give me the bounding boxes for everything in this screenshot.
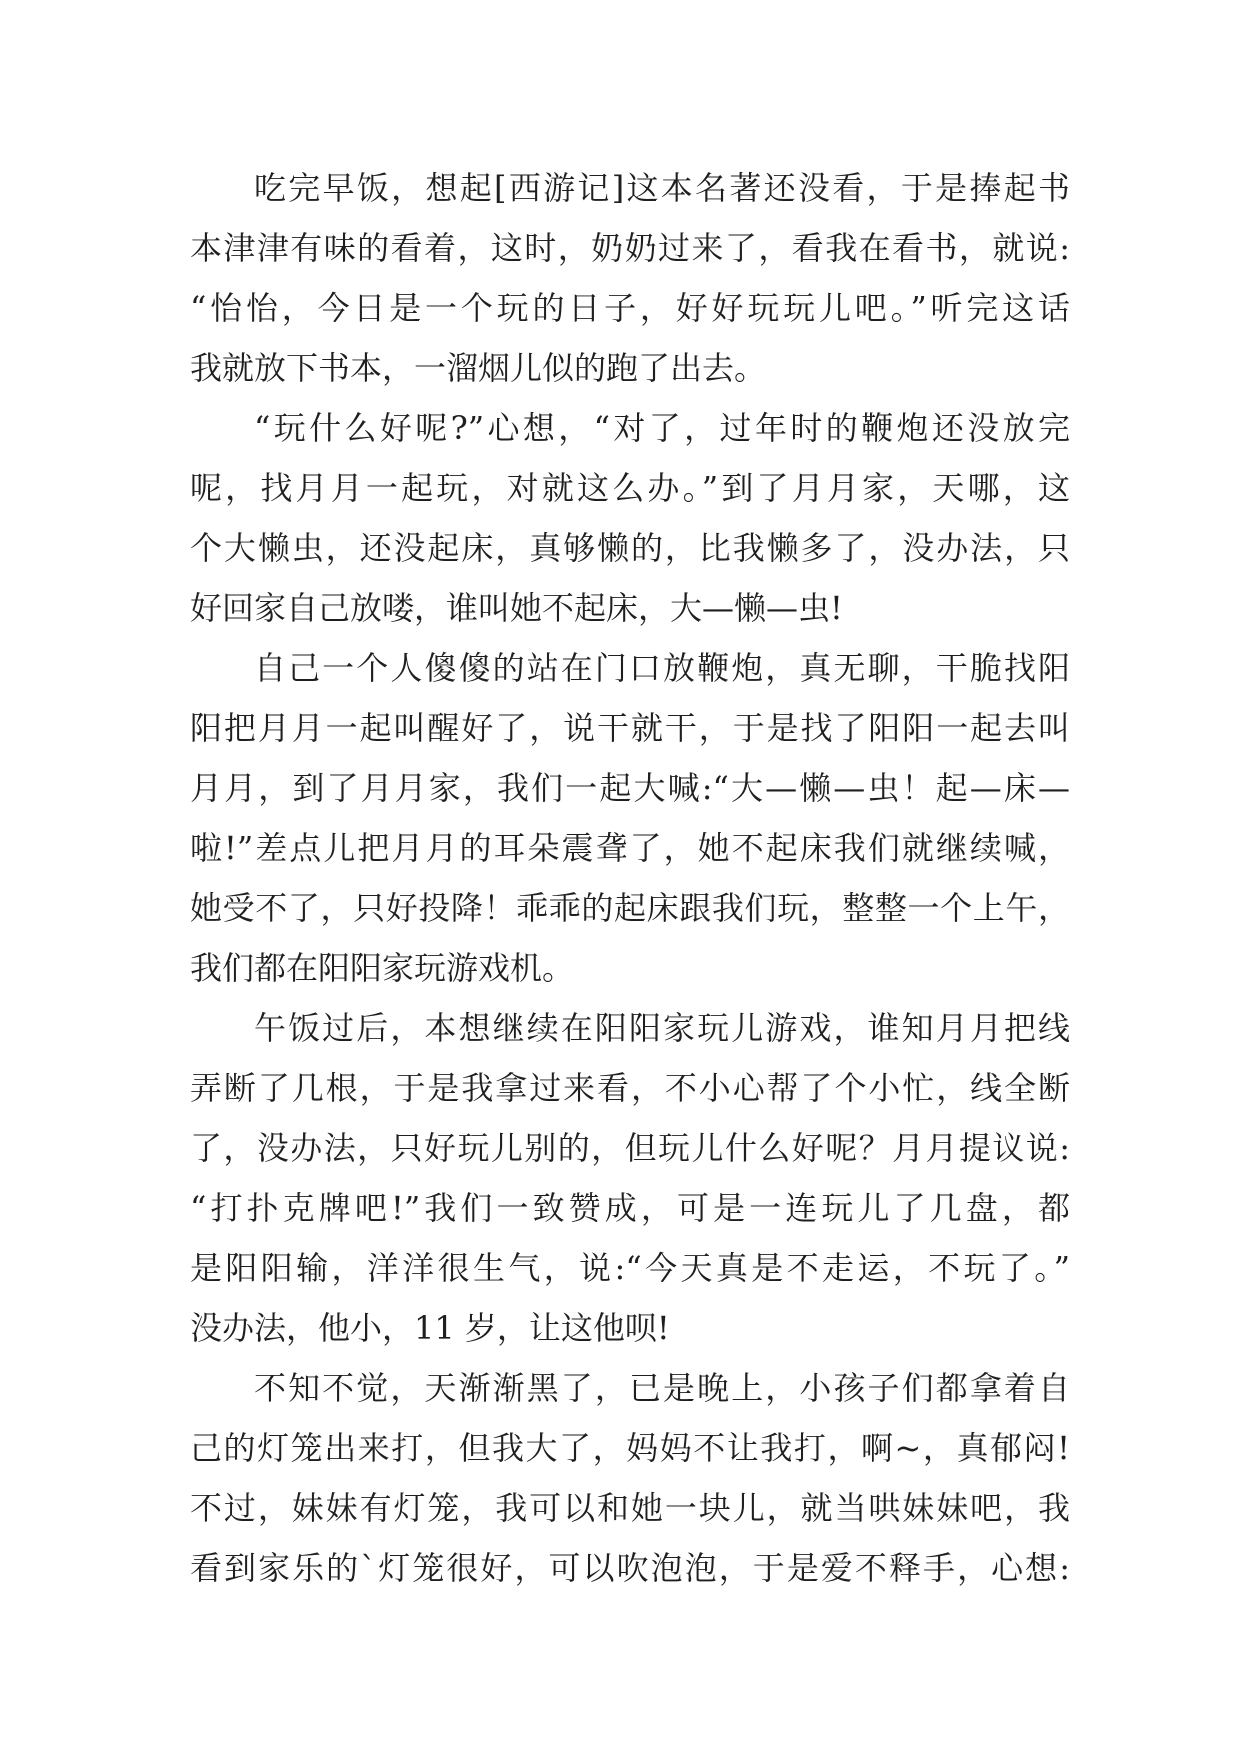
text-line: 月月，到了月月家，我们一起大喊:“大—懒—虫！起—床— [190,769,1070,807]
text-line: 啦!”差点儿把月月的耳朵震聋了，她不起床我们就继续喊， [190,829,1070,867]
text-line: “玩什么好呢?”心想，“对了，过年时的鞭炮还没放完 [254,409,1070,447]
text-line: 不过，妹妹有灯笼，我可以和她一块儿，就当哄妹妹吧，我 [190,1489,1070,1527]
text-line: 弄断了几根，于是我拿过来看，不小心帮了个小忙，线全断 [190,1069,1070,1107]
text-line: 不知不觉，天渐渐黑了，已是晚上，小孩子们都拿着自 [254,1369,1070,1407]
text-line: 她受不了，只好投降！乖乖的起床跟我们玩，整整一个上午， [190,889,1070,927]
text-line: 是阳阳输，洋洋很生气，说:“今天真是不走运，不玩了。” [190,1249,1070,1287]
text-line: 好回家自己放喽，谁叫她不起床，大—懒—虫! [190,589,843,627]
text-line: 个大懒虫，还没起床，真够懒的，比我懒多了，没办法，只 [190,529,1070,567]
text-line: 没办法，他小，11 岁，让这他呗! [190,1309,670,1347]
text-line: “打扑克牌吧!”我们一致赞成，可是一连玩儿了几盘，都 [190,1189,1070,1227]
text-line: 午饭过后，本想继续在阳阳家玩儿游戏，谁知月月把线 [254,1009,1070,1047]
text-line: 吃完早饭，想起[西游记]这本名著还没看，于是捧起书 [254,169,1070,207]
text-line: 我们都在阳阳家玩游戏机。 [190,949,575,987]
text-line: 己的灯笼出来打，但我大了，妈妈不让我打，啊~，真郁闷! [190,1429,1070,1467]
text-line: 本津津有味的看着，这时，奶奶过来了，看我在看书，就说: [190,229,1070,267]
text-line: “怡怡，今日是一个玩的日子，好好玩玩儿吧。”听完这话 [190,289,1070,327]
text-line: 自己一个人傻傻的站在门口放鞭炮，真无聊，干脆找阳 [254,649,1070,687]
text-line: 阳把月月一起叫醒好了，说干就干，于是找了阳阳一起去叫 [190,709,1070,747]
document-body [190,158,1070,1598]
text-line: 看到家乐的`灯笼很好，可以吹泡泡，于是爱不释手，心想: [190,1549,1070,1587]
text-line: 了，没办法，只好玩儿别的，但玩儿什么好呢？月月提议说: [190,1129,1070,1167]
text-line: 我就放下书本，一溜烟儿似的跑了出去。 [190,349,767,387]
text-line: 呢，找月月一起玩，对就这么办。”到了月月家，天哪，这 [190,469,1070,507]
